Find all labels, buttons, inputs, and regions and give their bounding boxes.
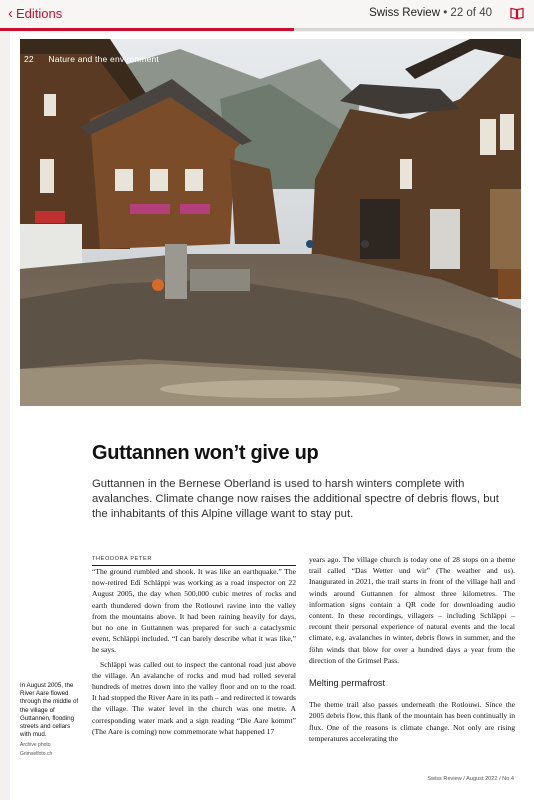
photo-credit: Archive photo Grimselfoto.ch	[20, 742, 53, 757]
back-label: Editions	[16, 6, 63, 21]
magazine-page	[10, 32, 534, 800]
page-footer: Swiss Review / August 2022 / No.4	[427, 776, 514, 782]
page-position: • 22 of 40	[443, 7, 492, 19]
subheading: Melting permafrost	[309, 678, 386, 689]
reading-progress-fill	[0, 28, 294, 31]
book-icon[interactable]	[510, 6, 524, 20]
magazine-title: Swiss Review	[369, 7, 440, 19]
caption-text: In August 2005, the River Aare flowed through the middle of the village of Guttannen, flooding streets and cellars with mud.	[20, 682, 79, 739]
chevron-left-icon: ‹	[8, 5, 13, 22]
photo-caption	[20, 682, 82, 758]
page-number: 22	[24, 54, 34, 64]
author-byline: THEODORA PETER	[92, 556, 152, 562]
reading-progress-bar	[0, 28, 534, 31]
paragraph-2: Schläppi was called out to inspect the cantonal road just above the village. An avalanche of rocks and mud had rolled several hundreds of metres down into the valley floor and on to the road. It had stopped the River Aare in its path – and redirected it towards the village. The water level in the church was one metre. A corresponding water mark and a sign reading “Die Aare kommt” (The Aare is coming) now commemorate what happened 17	[92, 659, 296, 736]
article-title: Guttannen won’t give up	[92, 442, 319, 464]
article-column-1	[92, 554, 296, 737]
paragraph-3: years ago. The village church is today one of 28 stops on a theme trail called “Das Wetter und wir” (The weather and us). Inaugurated in 2021, the trail starts in front of the village hall and winds around Guttannen for almost three kilometres. The information signs contain a QR code for downloading audio content. In these recordings, villagers – including Schläppi – recount their personal experience of natural events and the local climate, e.g. avalanches in winter, debris flows in summer, and the föhn winds that blow for over a hundred days a year from the direction of the Grimsel Pass.	[309, 555, 515, 665]
paragraph-1: “The ground rumbled and shook. It was like an earthquake.” The now-retired Edi Schläppi was working as a road inspector on 22 August 2005, the day when 500,000 cubic metres of rocks and earth thundered down from the Rotlouwi ravine into the valley from the mountains above. It had been raining heavily for days, but no one in Guttannen was prepared for such a cataclysmic event, Schläppi included. “I can barely describe what it was like,” he says.	[92, 567, 296, 655]
article-lead: Guttannen in the Bernese Oberland is used to harsh winters complete with avalanches. Climate change now raises the additional spectre of debris flows, but the inhabitants of this Alpine village want to stay put.	[92, 478, 499, 520]
flooded-village-photo	[20, 39, 521, 406]
article-column-2	[309, 554, 515, 744]
paragraph-4: The theme trail also passes underneath the Rotlouwi. Since the 2005 debris flow, this flank of the mountain has been continually in flux. One of the reasons is climate change. Not only are rising temperatures accelerating the	[309, 700, 515, 743]
section-name: Nature and the environment	[48, 54, 159, 64]
section-header	[24, 54, 159, 64]
page-indicator	[369, 7, 492, 19]
top-toolbar	[0, 0, 534, 28]
back-to-editions-button[interactable]	[8, 6, 62, 21]
